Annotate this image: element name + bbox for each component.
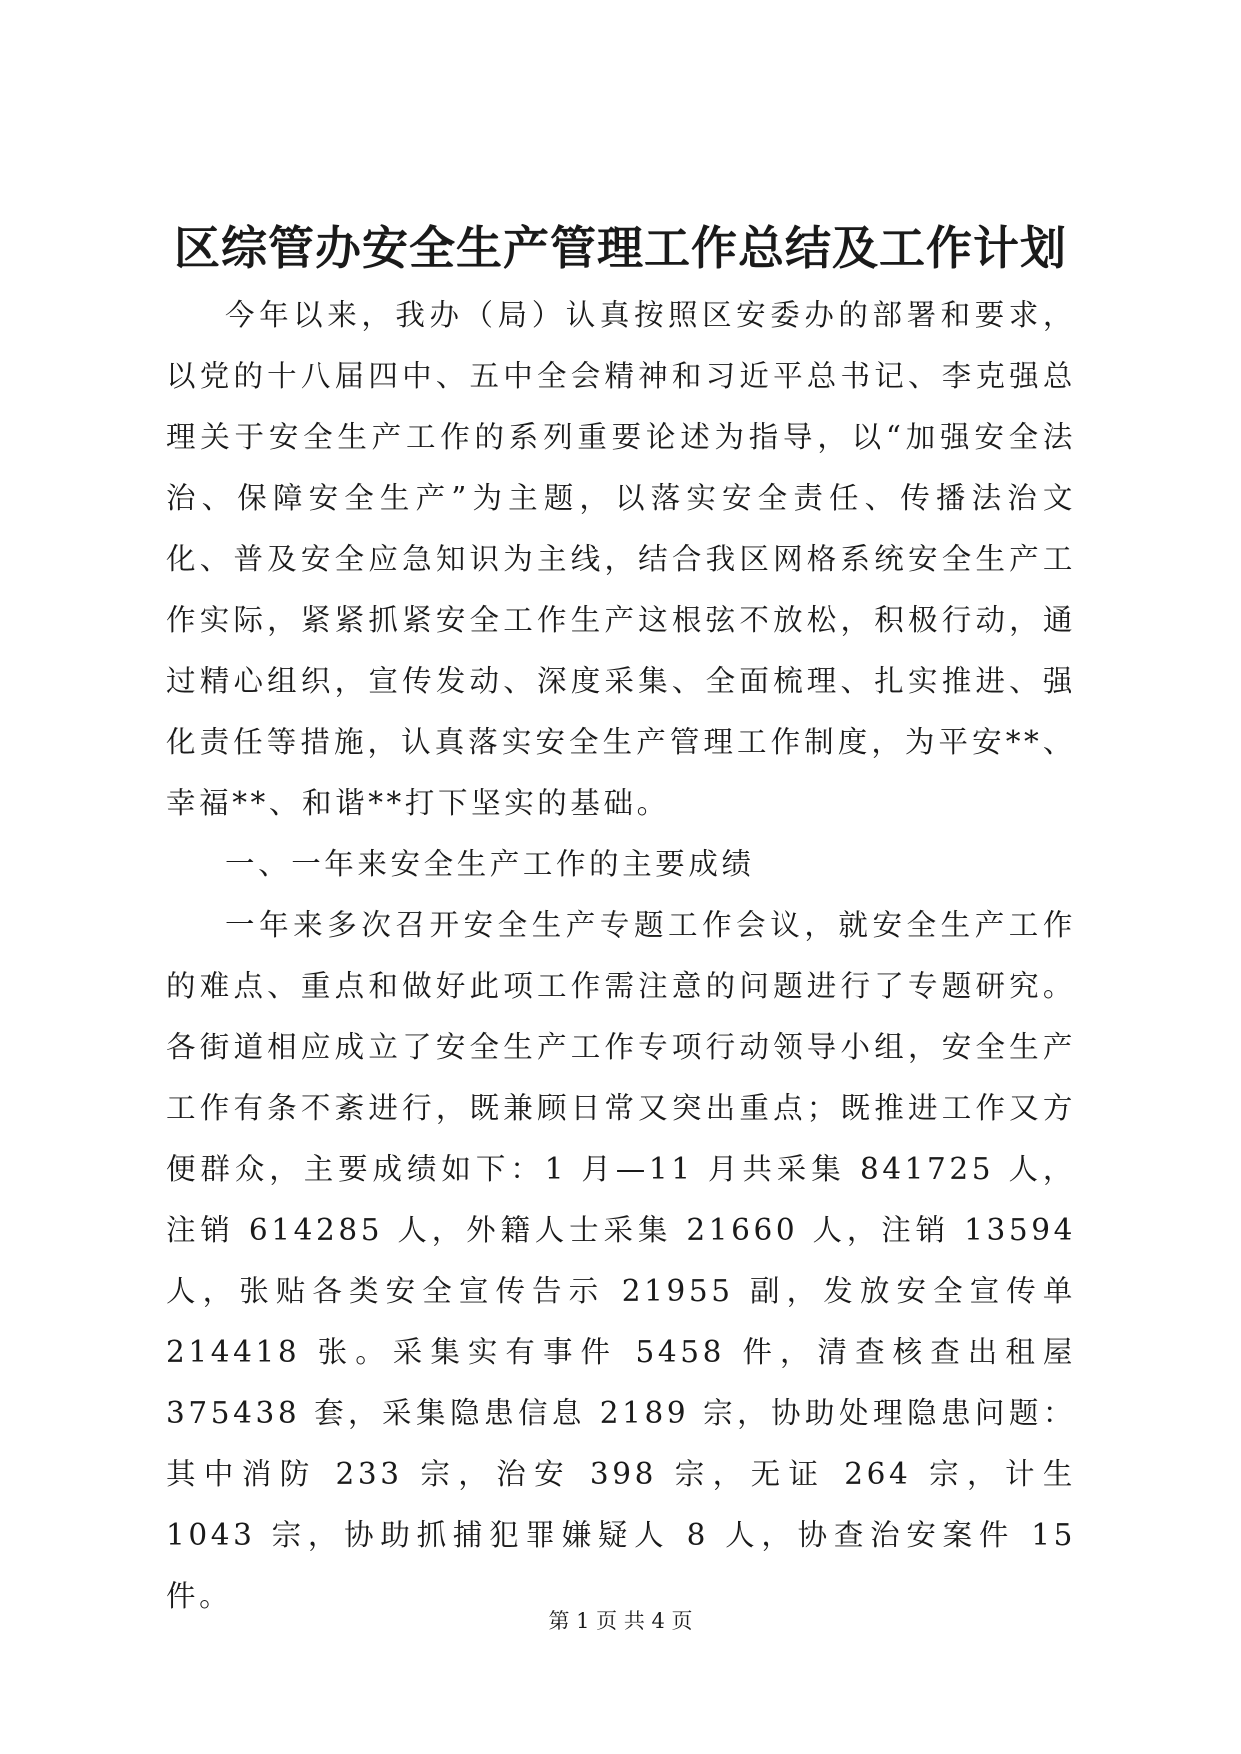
section-heading: 一、一年来安全生产工作的主要成绩 [225,847,755,881]
intro-paragraph: 今年以来，我办（局）认真按照区安委办的部署和要求，以党的十八届四中、五中全会精神和习近平总书记、李克强总理关于安全生产工作的系列重要论述为指导，以“加强安全法治、保障安全生产”为主题，以落实安全责任、传播法治文化、普及安全应急知识为主线，结合我区网格系统安全生产工作实际，紧紧抓紧安全工作生产这根弦不放松，积极行动，通过精心组织，宣传发动、深度采集、全面梳理、扎实推进、强化责任等措施，认真落实安全生产管理工作制度，为平安**、幸福**、和谐**打下坚实的基础。 [166,298,1076,820]
page-footer: 第 1 页 共 4 页 [548,1609,693,1633]
document-title: 区综管办安全生产管理工作总结及工作计划 [174,221,1067,275]
section-paragraph: 一年来多次召开安全生产专题工作会议，就安全生产工作的难点、重点和做好此项工作需注意的问题进行了专题研究。各街道相应成立了安全生产工作专项行动领导小组，安全生产工作有条不紊进行，既兼顾日常又突出重点；既推进工作又方便群众，主要成绩如下：1 月—11 月共采集 841725 人，注销 614285 人，外籍人士采集 21660 人，注销 13594 人，张贴各类安全宣传告示 21955 副，发放安全宣传单 214418 张。采集实有事件 5458 件，清查核查出租屋 375438 套，采集隐患信息 2189 宗，协助处理隐患问题：其中消防 233 宗，治安 398 宗，无证 264 宗，计生 1043 宗，协助抓捕犯罪嫌疑人 8 人，协查治安案件 15 件。 [166,908,1076,1613]
document-body [166,285,1076,1627]
